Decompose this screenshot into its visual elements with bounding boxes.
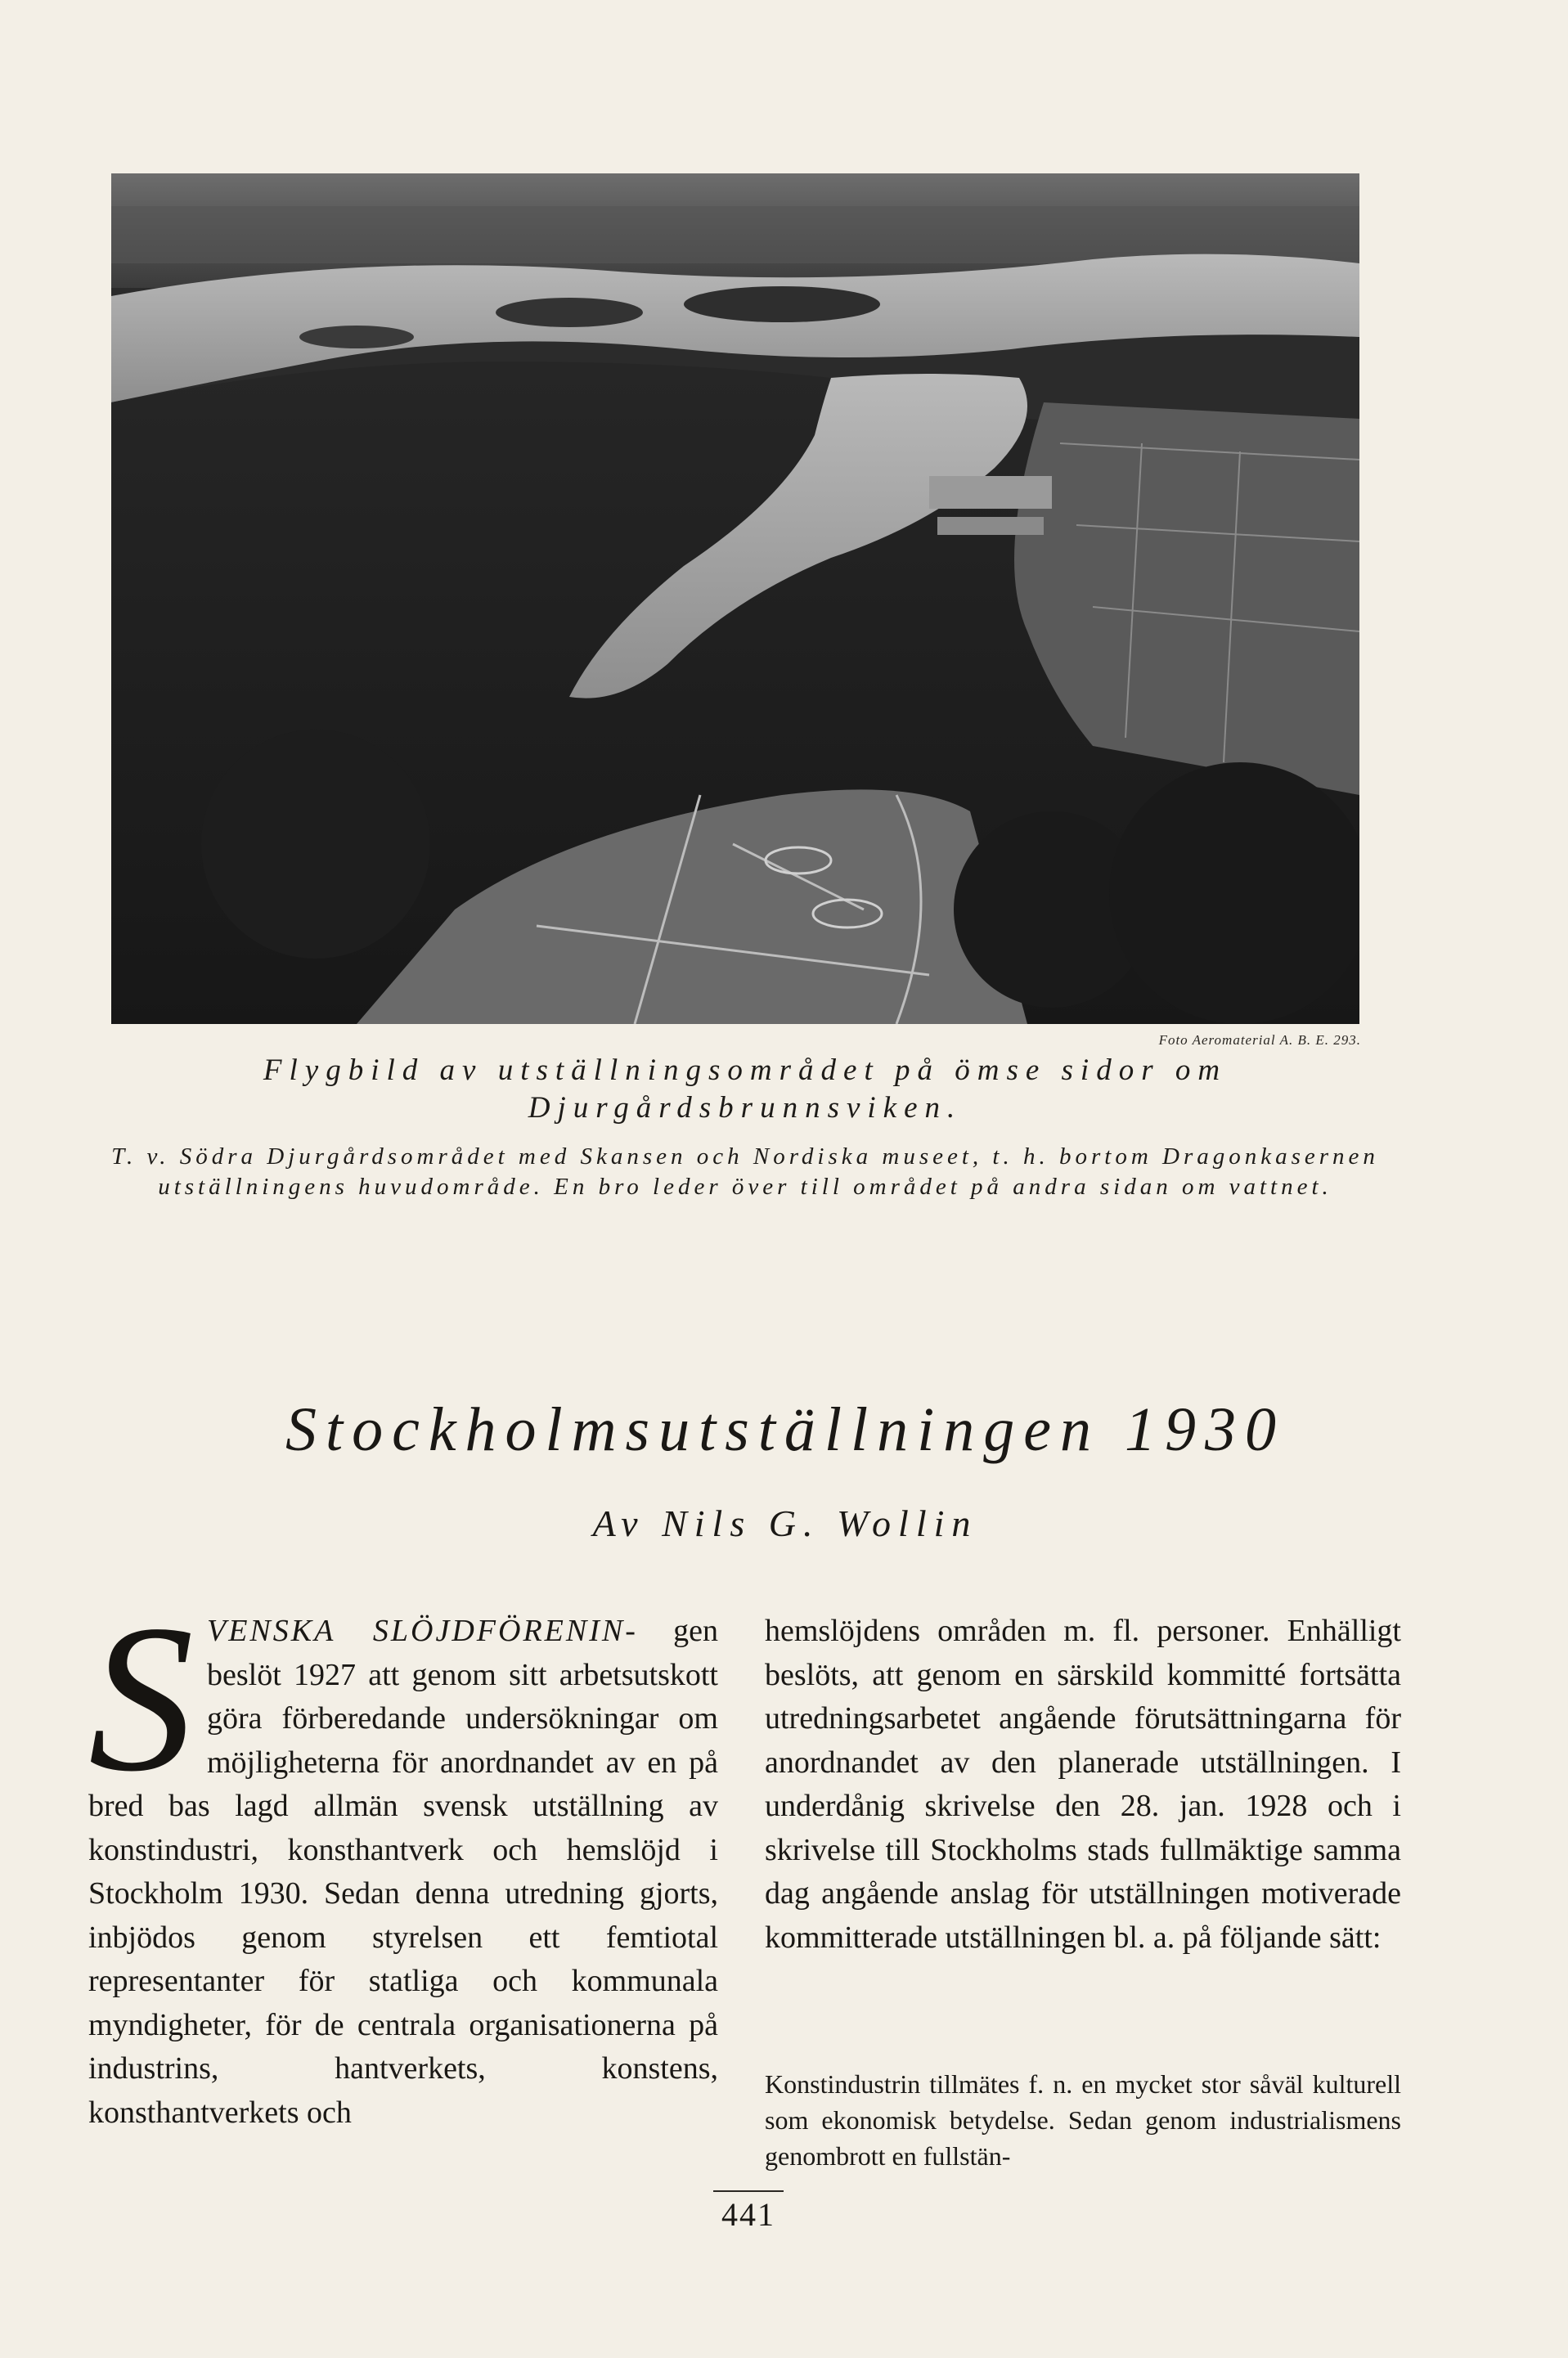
left-column-text: gen beslöt 1927 att genom sitt arbetsutskott göra förberedande undersökningar om möjligheterna för anordnandet av en på bred bas lagd allmän svensk utställning av konstindustri, konsthantverk och hemslöjd i Stockholm 1930. Sedan denna utredning gjorts, inbjödos genom styrelsen ett femtiotal representanter för statliga och kommunala myndigheter, för de centrala organisationerna på industrins, hantverkets, konstens, konsthantverkets och — [88, 1614, 719, 2130]
aerial-photo-illustration — [111, 173, 1359, 1024]
photo-caption — [87, 1052, 1404, 1202]
lead-caps: VENSKA SLÖJDFÖRENIN- — [207, 1614, 638, 1648]
drop-cap: S — [88, 1581, 194, 1815]
left-paragraph — [88, 1581, 719, 2135]
left-column — [88, 1581, 719, 2135]
right-column — [765, 1610, 1401, 1960]
caption-main: Flygbild av utställningsområdet på ömse sidor om Djurgårdsbrunnsviken. — [263, 1053, 1228, 1125]
photo-credit: Foto Aeromaterial A. B. E. 293. — [1158, 1032, 1361, 1048]
quote-text: Konstindustrin tillmätes f. n. en mycket stor såväl kulturell som ekonomisk betydelse. Sedan genom industrialismens genombrott en fullstän- — [765, 2069, 1401, 2171]
article-title: Stockholmsutställningen 1930 — [285, 1395, 1286, 1464]
aerial-photograph — [111, 173, 1359, 1024]
page-number: 441 — [721, 2196, 775, 2233]
caption-sub: T. v. Södra Djurgårdsområdet med Skansen och Nordiska museet, t. h. bortom Dragonkasernen utställningens huvudområde. En bro leder över till området på andra sidan om vattnet. — [111, 1143, 1379, 1200]
right-column-text: hemslöjdens områden m. fl. personer. Enhälligt beslöts, att genom en särskild kommitté fortsätta utredningsarbetet angående förutsättningarna för anordnandet av den planerade utställningen. I underdånig skrivelse den 28. jan. 1928 och i skrivelse till Stockholms stads fullmäktige samma dag angående anslag för utställningen motiverade kommitterade utställningen bl. a. på följande sätt: — [765, 1614, 1401, 1955]
article-byline: Av Nils G. Wollin — [592, 1502, 978, 1544]
page-number-rule — [713, 2190, 784, 2192]
